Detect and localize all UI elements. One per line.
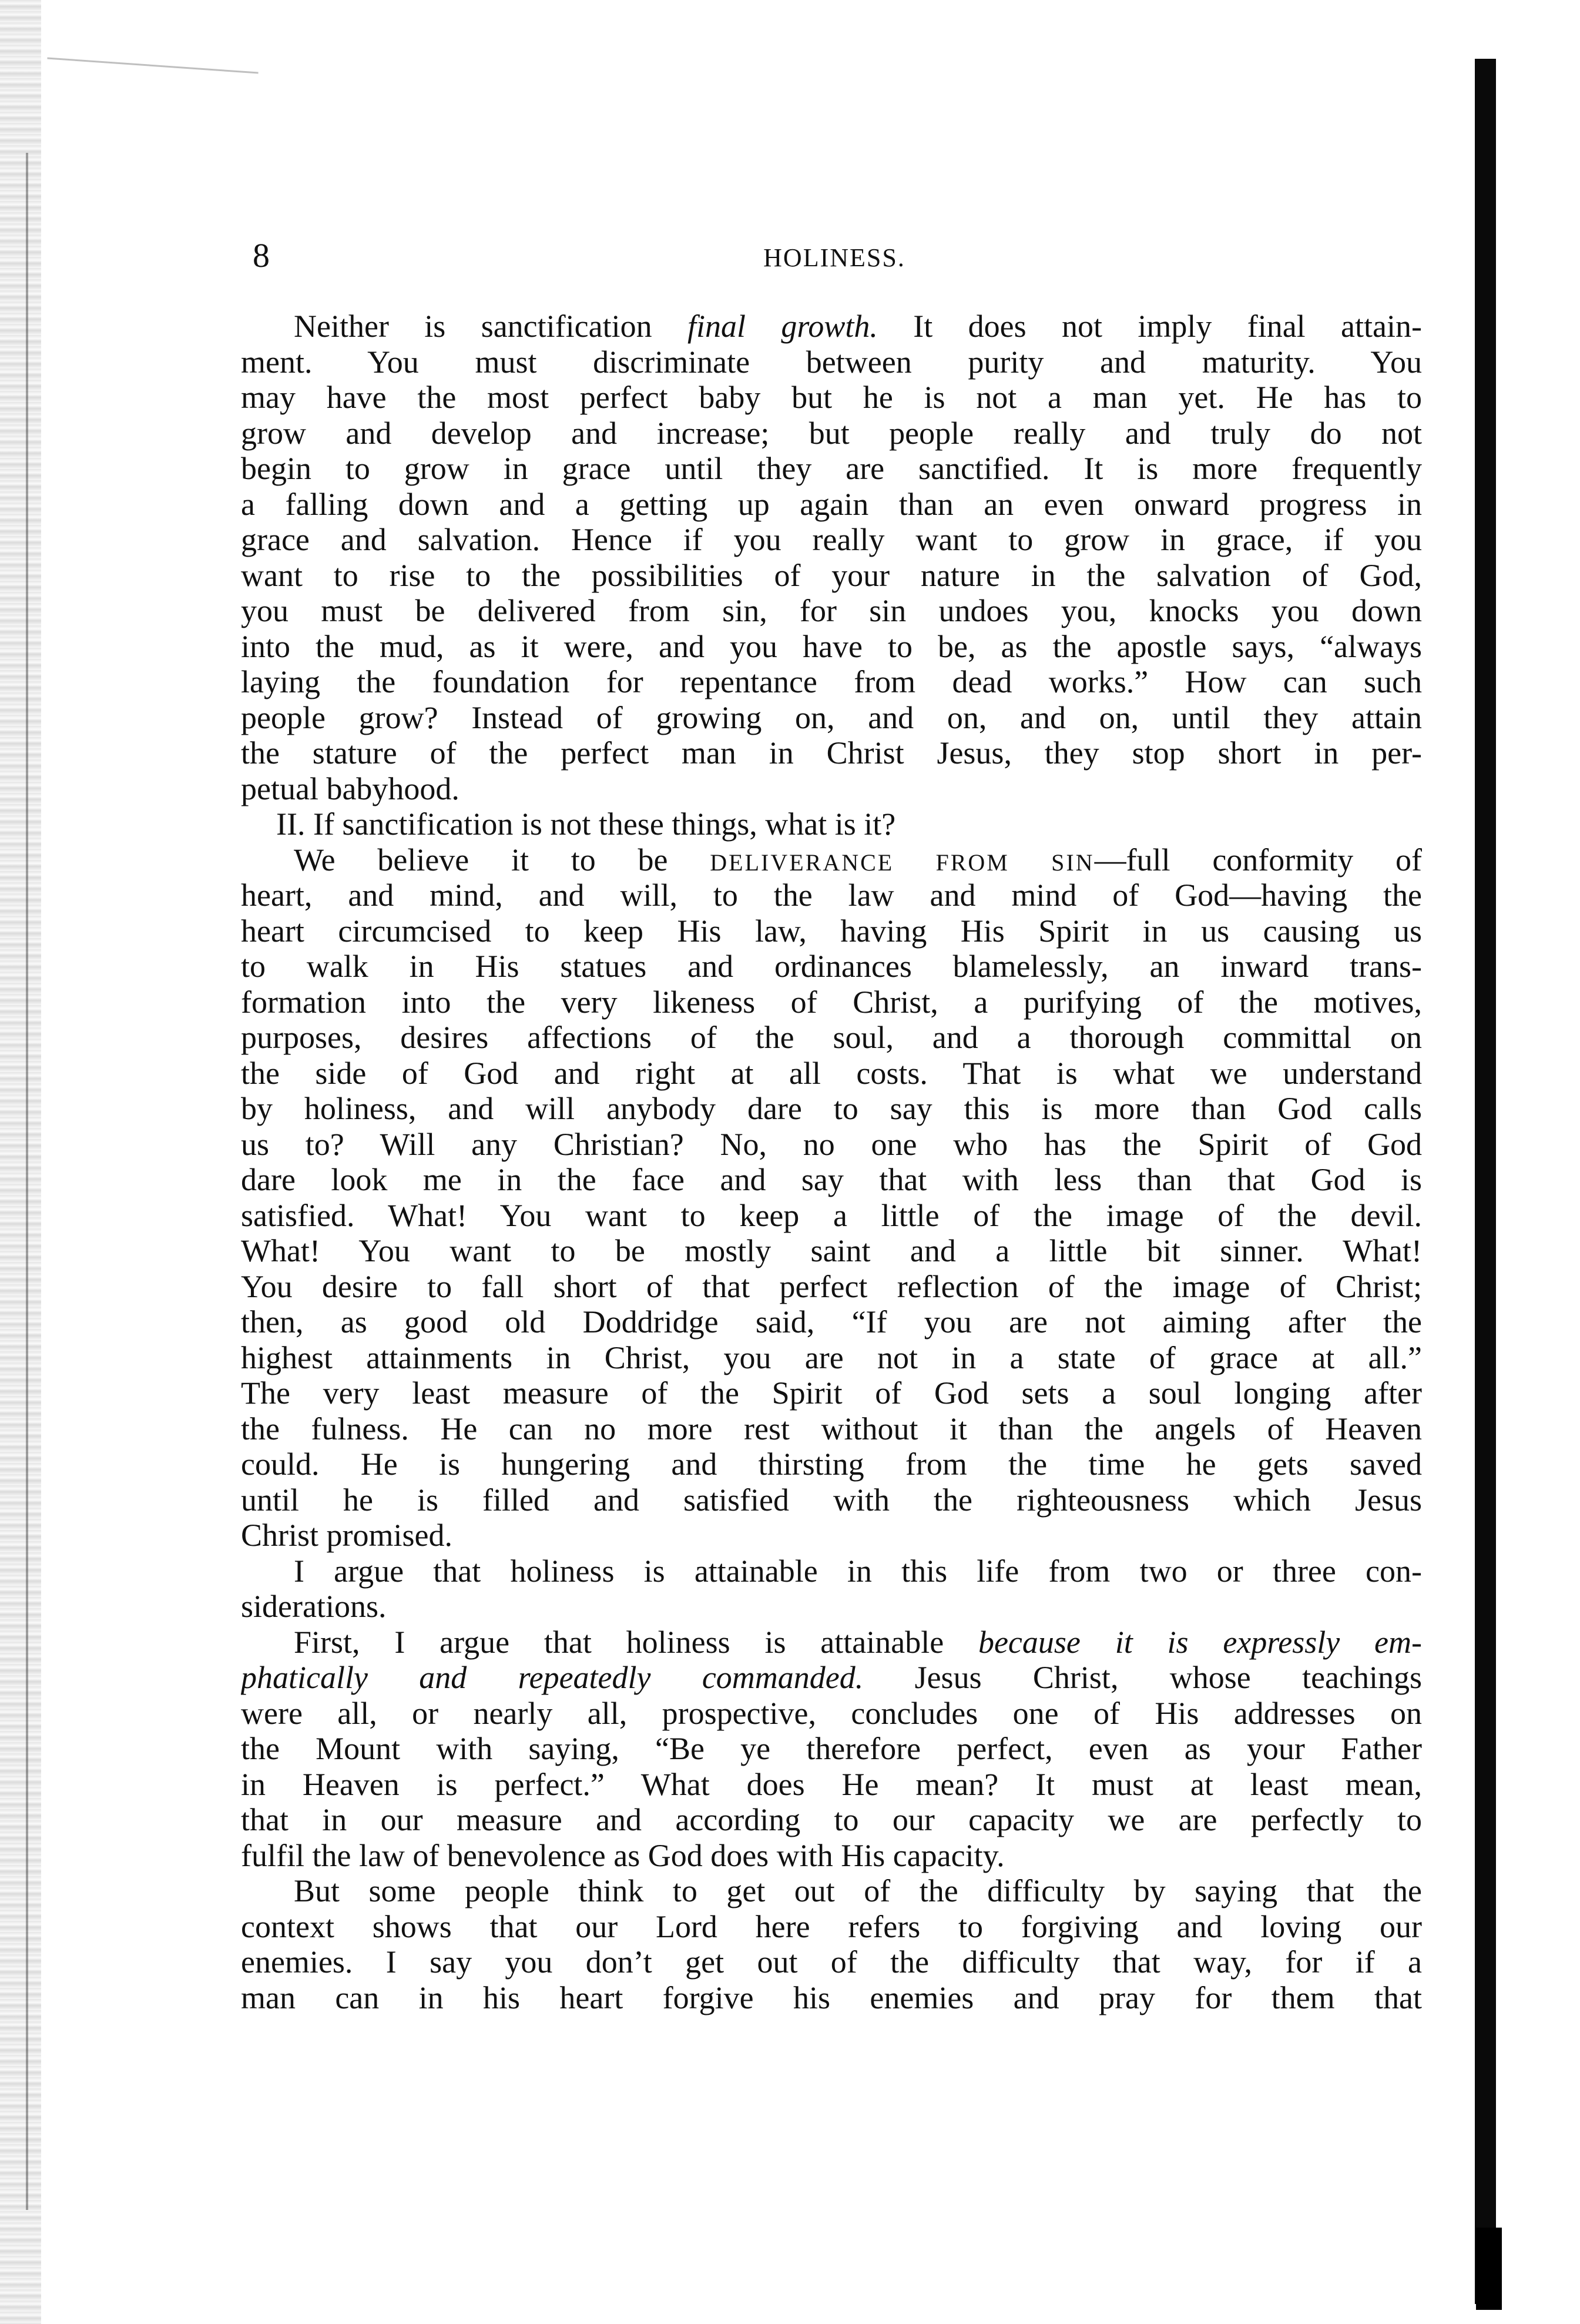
text-line — [241, 1340, 1422, 1376]
text-run: to walk in His statues and ordinances blamelessly, an inward trans- — [241, 949, 1422, 984]
text-line — [241, 1944, 1422, 1980]
text-run: want to rise to the possibilities of your nature in the salvation of God, — [241, 557, 1422, 593]
text-run: enemies. I say you don’t get out of the difficulty that way, for if a — [241, 1944, 1422, 1980]
text-line — [241, 309, 1422, 344]
scan-top-mark — [47, 57, 258, 73]
text-line — [241, 451, 1422, 487]
text-run: into the mud, as it were, and you have to be, as the apostle says, “always — [241, 628, 1422, 664]
text-run: you must be delivered from sin, for sin undoes you, knocks you down — [241, 593, 1422, 628]
text-run: in Heaven is perfect.” What does He mean? It must at least mean, — [241, 1766, 1422, 1802]
book-gutter-bar — [1475, 59, 1496, 2304]
text-line — [241, 771, 1422, 807]
text-line — [241, 806, 1422, 842]
text-run: purposes, desires affections of the soul, and a thorough committal on — [241, 1020, 1422, 1055]
text-line — [241, 1482, 1422, 1518]
text-run: Christ promised. — [241, 1518, 452, 1553]
text-run: II. If sanctification is not these things, what is it? — [276, 806, 896, 842]
text-run: We believe it to be — [294, 842, 710, 878]
text-run: heart circumcised to keep His law, having His Spirit in us causing us — [241, 913, 1422, 949]
text-line — [241, 1553, 1422, 1589]
text-line — [241, 1020, 1422, 1056]
text-line — [241, 1304, 1422, 1340]
text-line — [241, 1162, 1422, 1198]
text-run: First, I argue that holiness is attainable — [294, 1624, 978, 1660]
text-run: people grow? Instead of growing on, and on, and on, until they attain — [241, 699, 1422, 735]
text-run: heart, and mind, and will, to the law and mind of God—having the — [241, 878, 1422, 913]
text-run: But some people think to get out of the difficulty by saying that the — [294, 1873, 1422, 1908]
text-line — [241, 380, 1422, 416]
text-run: context shows that our Lord here refers to forgiving and loving our — [241, 1908, 1422, 1944]
text-run: could. He is hungering and thirsting from the time he gets saved — [241, 1446, 1422, 1482]
scan-left-edge-noise — [0, 0, 41, 2324]
text-run: What! You want to be mostly saint and a little bit sinner. What! — [241, 1233, 1422, 1268]
italic-phrase: final growth. — [687, 309, 878, 344]
small-caps-phrase: DELIVERANCE FROM SIN — [710, 849, 1095, 876]
text-run: You desire to fall short of that perfect reflection of the image of Christ; — [241, 1268, 1422, 1304]
text-run: dare look me in the face and say that with less than that God is — [241, 1162, 1422, 1197]
text-run: the Mount with saying, “Be ye therefore perfect, even as your Father — [241, 1731, 1422, 1766]
text-line — [241, 1980, 1422, 2016]
text-run: then, as good old Doddridge said, “If you are not aiming after the — [241, 1304, 1422, 1340]
text-run: It does not imply final attain- — [877, 309, 1422, 344]
text-run: the fulness. He can no more rest without it than the angels of Heaven — [241, 1411, 1422, 1446]
text-line — [241, 593, 1422, 629]
scan-left-edge-line — [26, 153, 28, 2210]
text-line — [241, 1127, 1422, 1163]
text-run: the stature of the perfect man in Christ Jesus, they stop short in per- — [241, 735, 1422, 771]
text-line — [241, 700, 1422, 736]
text-run: highest attainments in Christ, you are not in a state of grace at all.” — [241, 1340, 1422, 1375]
text-run: by holiness, and will anybody dare to say this is more than God calls — [241, 1091, 1422, 1126]
text-run: man can in his heart forgive his enemies and pray for them that — [241, 1980, 1422, 2015]
text-line — [241, 1518, 1422, 1553]
text-run: Neither is sanctification — [294, 309, 687, 344]
text-run: —full conformity of — [1094, 842, 1422, 878]
text-run: satisfied. What! You want to keep a little of the image of the devil. — [241, 1197, 1422, 1233]
text-line — [241, 1091, 1422, 1127]
text-line — [241, 842, 1422, 878]
text-run: a falling down and a getting up again than an even onward progress in — [241, 486, 1422, 522]
text-line — [241, 558, 1422, 594]
text-line — [241, 522, 1422, 558]
text-run: I argue that holiness is attainable in this life from two or three con- — [294, 1553, 1422, 1589]
text-line — [241, 1625, 1422, 1660]
text-line — [241, 1446, 1422, 1482]
text-line — [241, 1696, 1422, 1732]
text-line — [241, 984, 1422, 1020]
text-line — [241, 1233, 1422, 1269]
text-run: The very least measure of the Spirit of God sets a soul longing after — [241, 1375, 1422, 1411]
text-line — [241, 1731, 1422, 1767]
text-run: until he is filled and satisfied with the righteousness which Jesus — [241, 1482, 1422, 1518]
text-line — [241, 1838, 1422, 1874]
text-run: petual babyhood. — [241, 771, 459, 806]
text-run: laying the foundation for repentance from dead works.” How can such — [241, 664, 1422, 699]
body-text — [241, 309, 1422, 2015]
text-line — [241, 1056, 1422, 1091]
text-run: ment. You must discriminate between purity and maturity. You — [241, 344, 1422, 380]
text-line — [241, 878, 1422, 913]
text-run: the side of God and right at all costs. That is what we understand — [241, 1055, 1422, 1091]
text-run: fulfil the law of benevolence as God does with His capacity. — [241, 1837, 1005, 1873]
text-line — [241, 1873, 1422, 1909]
text-run: may have the most perfect baby but he is not a man yet. He has to — [241, 380, 1422, 415]
text-line — [241, 735, 1422, 771]
text-line — [241, 949, 1422, 984]
running-title: HOLINESS. — [763, 243, 905, 272]
page-header — [253, 235, 1416, 276]
italic-phrase: because it is expressly em- — [978, 1624, 1422, 1660]
text-line — [241, 1802, 1422, 1838]
text-line — [241, 1411, 1422, 1447]
text-line — [241, 416, 1422, 451]
text-line — [241, 487, 1422, 523]
text-line — [241, 1589, 1422, 1625]
text-line — [241, 1767, 1422, 1803]
text-run: grace and salvation. Hence if you really want to grow in grace, if you — [241, 522, 1422, 557]
text-run: Jesus Christ, whose teachings — [863, 1660, 1422, 1695]
text-line — [241, 344, 1422, 380]
text-line — [241, 664, 1422, 700]
text-line — [241, 629, 1422, 665]
text-run: begin to grow in grace until they are sanctified. It is more frequently — [241, 451, 1422, 486]
text-run: siderations. — [241, 1589, 387, 1624]
italic-phrase: phatically and repeatedly commanded. — [241, 1660, 864, 1695]
text-line — [241, 1375, 1422, 1411]
text-run: us to? Will any Christian? No, no one who has the Spirit of God — [241, 1126, 1422, 1162]
book-gutter-bar-end — [1476, 2228, 1502, 2310]
text-line — [241, 1269, 1422, 1305]
text-line — [241, 1909, 1422, 1945]
text-line — [241, 1198, 1422, 1234]
text-line — [241, 1660, 1422, 1696]
text-line — [241, 913, 1422, 949]
page-number: 8 — [253, 236, 270, 274]
text-run: formation into the very likeness of Christ, a purifying of the motives, — [241, 984, 1422, 1020]
text-run: were all, or nearly all, prospective, concludes one of His addresses on — [241, 1695, 1422, 1731]
text-run: grow and develop and increase; but people really and truly do not — [241, 415, 1422, 451]
text-run: that in our measure and according to our capacity we are perfectly to — [241, 1802, 1422, 1837]
